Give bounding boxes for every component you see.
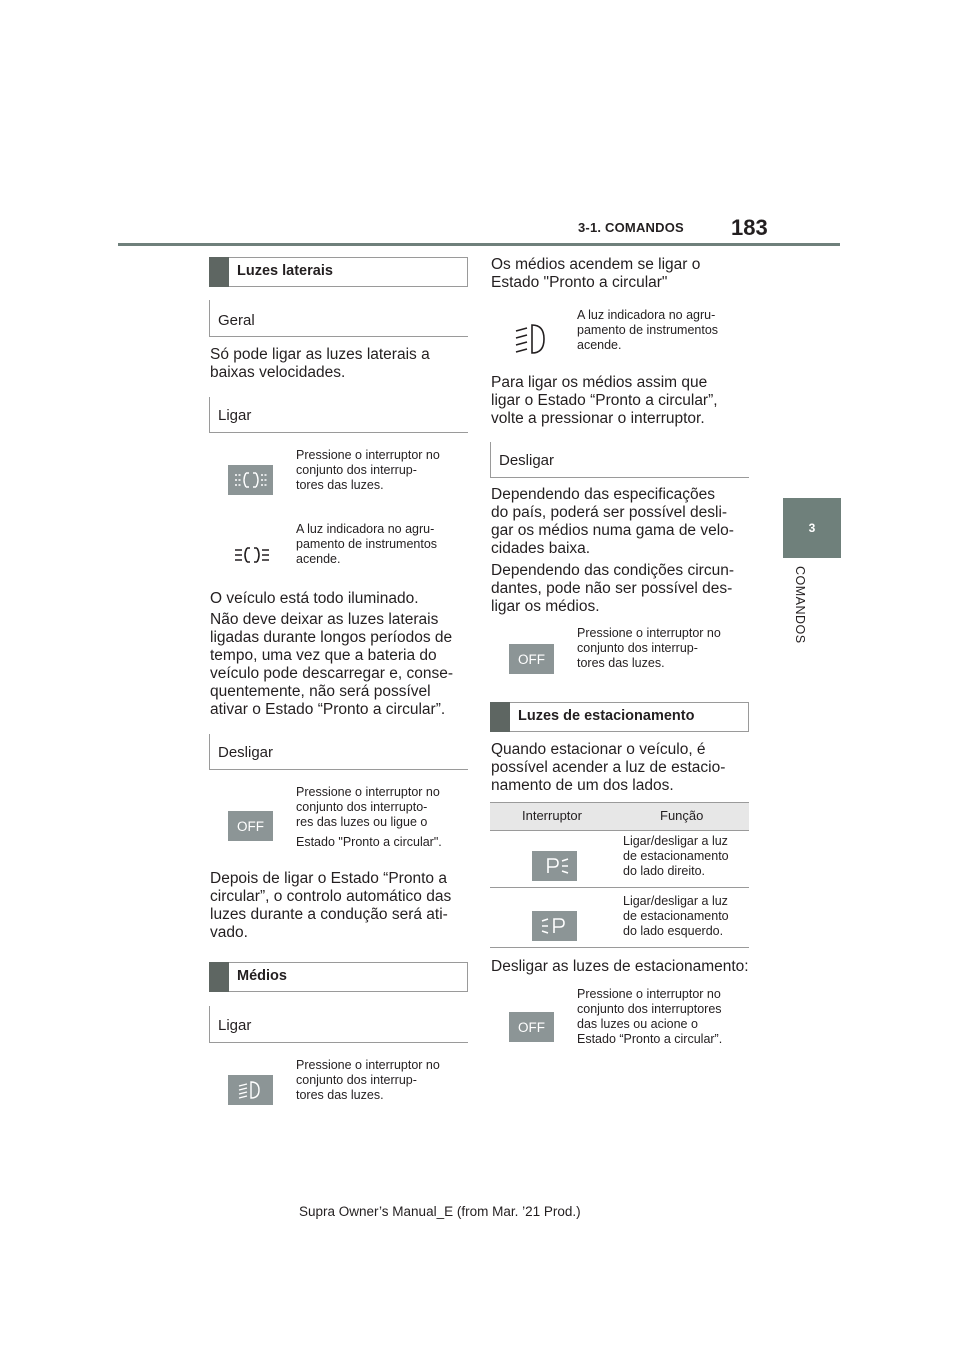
header-rule xyxy=(118,243,840,246)
paragraph-warning xyxy=(210,611,453,719)
text-line: Estado “Pronto a circular”. xyxy=(577,1032,723,1046)
low-beam-indicator-text xyxy=(577,308,718,353)
paragraph-auto-control xyxy=(210,870,451,942)
text-line: Pressione o interruptor no xyxy=(577,987,721,1001)
column-header: Interruptor xyxy=(522,808,582,823)
text-line: do lado direito. xyxy=(623,864,706,878)
paragraph-medios-press xyxy=(491,374,718,428)
text-line: do lado esquerdo. xyxy=(623,924,724,938)
paragraph-country-spec xyxy=(491,486,734,558)
text-line: de estacionamento xyxy=(623,849,729,863)
text-line: ligar o Estado “Pronto a circular”, xyxy=(491,392,718,409)
text-line: pamento de instrumentos xyxy=(296,537,438,551)
text-line: Pressione o interruptor no xyxy=(296,1058,440,1072)
text-line: tores das luzes. xyxy=(296,1088,384,1102)
chapter-label: COMANDOS xyxy=(793,566,807,644)
text-line: quentemente, não será possível xyxy=(210,683,431,700)
off-instructions xyxy=(577,626,721,671)
text-line: Pressione o interruptor no xyxy=(296,448,440,462)
step-press-switch xyxy=(296,448,440,493)
subheading-label: Geral xyxy=(218,312,255,329)
chapter-tab: 3 xyxy=(783,498,841,558)
text-line: possível acender a luz de estacio- xyxy=(491,759,726,776)
subheading-ligar-medios xyxy=(209,1006,468,1043)
text-line: Pressione o interruptor no xyxy=(296,785,440,799)
off-instructions xyxy=(296,785,442,850)
text-line: ligadas durante longos períodos de xyxy=(210,629,453,646)
text-line: namento de um dos lados. xyxy=(491,777,674,794)
text-line: ativar o Estado “Pronto a circular”. xyxy=(210,701,446,718)
paragraph-parking-off: Desligar as luzes de estacionamento: xyxy=(491,958,749,975)
subheading-desligar-medios xyxy=(490,442,749,478)
subheading-label: Ligar xyxy=(218,407,252,424)
text-line: Pressione o interruptor no xyxy=(577,626,721,640)
subheading-label: Desligar xyxy=(499,452,555,469)
footer-text: Supra Owner’s Manual_E (from Mar. ’21 Prod.) xyxy=(299,1204,581,1219)
paragraph-medios-on xyxy=(491,256,700,292)
off-button-icon: OFF xyxy=(228,811,273,841)
subheading-label: Ligar xyxy=(218,1017,252,1034)
table-header xyxy=(490,802,749,831)
text-line: volte a pressionar o interruptor. xyxy=(491,410,705,427)
parking-right-switch-icon xyxy=(532,851,577,881)
text-line: baixas velocidades. xyxy=(210,364,346,381)
text-line: vado. xyxy=(210,924,248,941)
text-line: Só pode ligar as luzes laterais a xyxy=(210,346,430,363)
text-line: tempo, uma vez que a bateria do xyxy=(210,647,437,664)
side-lights-indicator-icon xyxy=(232,543,272,572)
text-line: conjunto dos interrup- xyxy=(296,463,417,477)
low-beam-switch-icon xyxy=(228,1075,273,1105)
paragraph-parking xyxy=(491,741,725,795)
text-line: Não deve deixar as luzes laterais xyxy=(210,611,439,628)
heading-luzes-estacionamento xyxy=(490,702,749,732)
text-line: circular”, o controlo automático das xyxy=(210,888,452,905)
text-line: Depois de ligar o Estado “Pronto a xyxy=(210,870,447,887)
subheading-label: Desligar xyxy=(218,744,274,761)
paragraph-illuminated: O veículo está todo iluminado. xyxy=(210,590,419,607)
text-line: de estacionamento xyxy=(623,909,729,923)
text-line: acende. xyxy=(296,552,341,566)
paragraph-conditions xyxy=(491,562,734,616)
text-line: Os médios acendem se ligar o xyxy=(491,256,701,273)
text-line: A luz indicadora no agru- xyxy=(577,308,716,322)
page-number: 183 xyxy=(731,215,768,240)
low-beam-step xyxy=(296,1058,440,1103)
text-line: Estado "Pronto a circular". xyxy=(296,835,442,849)
section-title: 3-1. COMANDOS xyxy=(578,220,684,235)
text-line: conjunto dos interrupto- xyxy=(296,800,428,814)
text-line: pamento de instrumentos xyxy=(577,323,719,337)
heading-label: Médios xyxy=(237,968,287,984)
text-line: veículo pode descarregar e, conse- xyxy=(210,665,453,682)
heading-label: Luzes de estacionamento xyxy=(518,708,695,724)
text-line: acende. xyxy=(577,338,622,352)
step-indicator xyxy=(296,522,437,567)
heading-luzes-laterais xyxy=(209,257,468,287)
text-line: Dependendo das especificações xyxy=(491,486,716,503)
text-line: Quando estacionar o veículo, é xyxy=(491,741,706,758)
text-line: tores das luzes. xyxy=(577,656,665,670)
parking-off-instructions xyxy=(577,987,722,1047)
text-line: A luz indicadora no agru- xyxy=(296,522,435,536)
text-line: Estado "Pronto a circular" xyxy=(491,274,668,291)
column-header: Função xyxy=(660,808,704,823)
heading-marker xyxy=(209,257,229,287)
text-line: conjunto dos interruptores xyxy=(577,1002,722,1016)
text-line: do país, poderá ser possível desli- xyxy=(491,504,728,521)
text-line: res das luzes ou ligue o xyxy=(296,815,428,829)
text-line: tores das luzes. xyxy=(296,478,384,492)
heading-marker xyxy=(209,962,229,992)
low-beam-indicator-icon xyxy=(512,320,552,363)
text-line: conjunto dos interrup- xyxy=(577,641,698,655)
table-cell xyxy=(623,834,729,879)
text-line: dantes, pode não ser possível des- xyxy=(491,580,733,597)
text-line: cidades baixa. xyxy=(491,540,591,557)
text-line: Ligar/desligar a luz xyxy=(623,834,728,848)
text-line: luzes durante a condução será ati- xyxy=(210,906,448,923)
subheading-desligar xyxy=(209,734,468,770)
text-line: Para ligar os médios assim que xyxy=(491,374,708,391)
text-line: Dependendo das condições circun- xyxy=(491,562,734,579)
text-line: gar os médios numa gama de velo- xyxy=(491,522,734,539)
subheading-ligar xyxy=(209,397,468,433)
parking-left-switch-icon xyxy=(532,911,577,941)
text-line: conjunto dos interrup- xyxy=(296,1073,417,1087)
text-line: ligar os médios. xyxy=(491,598,600,615)
text-line: das luzes ou acione o xyxy=(577,1017,698,1031)
heading-medios xyxy=(209,962,468,992)
off-button-icon: OFF xyxy=(509,1012,554,1042)
subheading-geral xyxy=(209,300,468,337)
heading-label: Luzes laterais xyxy=(237,263,333,279)
table-cell xyxy=(623,894,729,939)
off-button-icon: OFF xyxy=(509,644,554,674)
table-bottom-rule xyxy=(490,947,749,948)
side-lights-switch-icon xyxy=(228,465,273,495)
geral-text xyxy=(210,346,430,382)
text-line: Ligar/desligar a luz xyxy=(623,894,728,908)
table-row-divider xyxy=(490,887,749,888)
heading-marker xyxy=(490,702,510,732)
